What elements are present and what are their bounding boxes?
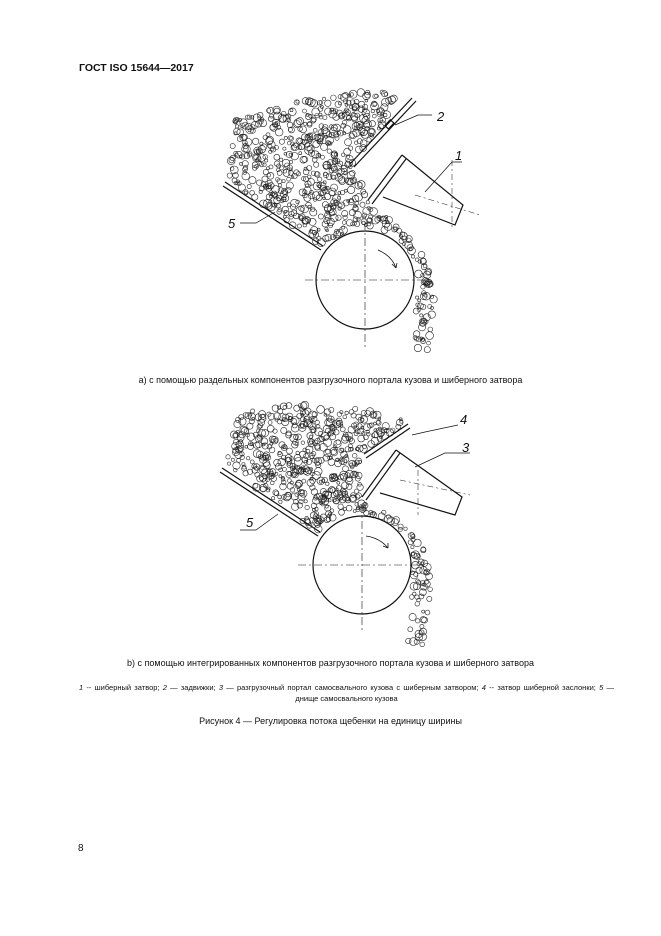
figure-b — [0, 398, 661, 648]
gravel-pebble — [270, 481, 274, 485]
gravel-pebble — [304, 122, 307, 125]
gravel-pebble — [427, 341, 431, 345]
gravel-pebble — [251, 122, 258, 129]
gravel-pebble — [267, 425, 274, 432]
gravel-pebble — [396, 424, 401, 429]
gravel-pebble — [274, 161, 279, 166]
gravel-pebble — [342, 120, 347, 125]
gravel-pebble — [355, 201, 359, 205]
gravel-pebble — [323, 116, 327, 120]
gravel-pebble — [287, 483, 293, 489]
gravel-pebble — [287, 177, 291, 181]
gravel-pebble — [242, 161, 248, 167]
gravel-pebble — [318, 177, 322, 181]
gravel-pebble — [294, 100, 299, 105]
gravel-pebble — [279, 475, 282, 478]
gravel-pebble — [306, 202, 312, 208]
document-header: ГОСТ ISO 15644—2017 — [79, 62, 194, 74]
gravel-pebble — [279, 500, 282, 503]
gravel-pebble — [420, 314, 423, 317]
gravel-pebble — [260, 477, 264, 481]
gravel-pebble — [327, 149, 331, 153]
gravel-pebble — [411, 546, 414, 549]
gravel-pebble — [286, 151, 293, 158]
gravel-pebble — [355, 222, 360, 227]
gravel-pebble — [318, 214, 323, 219]
gravel-pebble — [274, 459, 281, 466]
gravel-pebble — [374, 429, 377, 432]
gravel-pebble — [294, 119, 302, 127]
gravel-pebble — [258, 154, 266, 162]
gravel-pebble — [356, 472, 363, 479]
label-3: 3 — [462, 440, 470, 455]
gravel-pebble — [424, 347, 430, 353]
gravel-pebble — [346, 505, 352, 511]
gravel-pebble — [377, 108, 384, 115]
label-1: 1 — [455, 148, 463, 163]
legend-num-3: 3 — [218, 683, 223, 692]
gravel-pebble — [322, 221, 328, 227]
gravel-pebble — [361, 191, 367, 197]
gravel-pebble — [287, 448, 293, 454]
gravel-pebble — [352, 195, 359, 202]
gravel-pebble — [371, 434, 374, 437]
gravel-pebble — [227, 173, 232, 178]
gravel-pebble — [282, 467, 286, 471]
gravel-pebble — [352, 116, 358, 122]
gravel-pebble — [409, 613, 416, 620]
gravel-pebble — [235, 125, 238, 128]
gravel-pebble — [363, 92, 370, 99]
gravel-pebble — [384, 113, 387, 116]
gravel-pebble — [257, 112, 263, 118]
gravel-pebble — [305, 505, 309, 509]
gravel-pebble — [307, 166, 312, 171]
gravel-pebble — [303, 177, 308, 182]
gravel-pebble — [278, 184, 281, 187]
gravel-pebble — [296, 207, 304, 215]
gravel-pebble — [410, 582, 418, 590]
gravel-pebble — [409, 638, 417, 646]
gravel-pebble — [337, 412, 342, 417]
figure-b-caption: b) с помощью интегрированных компонентов разгрузочного портала кузова и шиберного затвора — [127, 658, 534, 668]
gravel-pebble — [284, 492, 292, 500]
gravel-pebble — [284, 136, 287, 139]
gravel-pebble — [361, 410, 366, 415]
gravel-pebble — [336, 215, 341, 220]
gravel-pebble — [416, 619, 420, 623]
gravel-pebble — [331, 95, 337, 101]
gravel-pebble — [268, 421, 272, 425]
gravel-pebble — [302, 479, 306, 483]
gravel-pebble — [328, 459, 335, 466]
gravel-pebble — [289, 153, 292, 156]
gravel-pebble — [253, 138, 259, 144]
gravel-pebble — [268, 116, 273, 121]
gravel-pebble — [272, 497, 275, 500]
gravel-pebble — [418, 251, 425, 258]
gravel-pebble — [317, 406, 325, 414]
label-4: 4 — [460, 412, 468, 427]
gravel-pebble — [334, 430, 339, 435]
gravel-pebble — [304, 500, 307, 503]
gravel-pebble — [335, 136, 339, 140]
gravel-pebble — [244, 429, 249, 434]
gravel-pebble — [281, 427, 287, 433]
gravel-pebble — [286, 182, 293, 189]
gravel-pebble — [273, 490, 279, 496]
gravel-pebble — [279, 158, 282, 161]
gravel-pebble — [278, 409, 283, 414]
gravel-pebble — [326, 449, 331, 454]
gravel-pebble — [310, 435, 313, 438]
gravel-pebble — [278, 495, 282, 499]
gravel-pebble — [226, 455, 230, 459]
gravel-pebble — [247, 423, 253, 429]
gravel-pebble — [303, 169, 309, 175]
gravel-pebble — [301, 441, 305, 445]
gravel-pebble — [300, 126, 307, 133]
gravel-pebble — [414, 344, 421, 351]
gravel-pebble — [313, 128, 317, 132]
legend-text-4: -- затвор шиберной заслонки; — [485, 683, 600, 692]
gravel-pebble — [420, 628, 427, 635]
gravel-pebble — [426, 269, 431, 274]
legend-text-3: — разгрузочный портал самосвального кузова с шиберным затвором; — [223, 683, 482, 692]
gravel-pebble — [382, 510, 386, 514]
gravel-pebble — [372, 114, 376, 118]
gravel-pebble — [336, 440, 341, 445]
label-2: 2 — [437, 109, 445, 124]
gravel-pebble — [331, 184, 338, 191]
legend-num-4: 4 — [481, 683, 486, 692]
gravel-pebble — [364, 510, 369, 515]
gravel-pebble — [324, 193, 330, 199]
gravel-pebble — [358, 183, 362, 187]
gravel-pebble — [306, 114, 312, 120]
gravel-pebble — [416, 296, 419, 299]
gravel-pebble — [357, 139, 362, 144]
gravel-pebble — [336, 486, 341, 491]
gravel-pebble — [317, 477, 325, 485]
gravel-pebble — [325, 505, 331, 511]
legend-text-5: — днище самосвального кузова — [295, 683, 615, 703]
gravel-pebble — [411, 255, 414, 258]
gravel-pebble — [304, 187, 311, 194]
gravel-pebble — [319, 115, 323, 119]
gravel-pebble — [341, 123, 346, 128]
gravel-pebble — [415, 602, 420, 607]
figure-title: Рисунок 4 — Регулировка потока щебенки на единицу ширины — [199, 716, 462, 726]
gravel-pebble — [419, 324, 426, 331]
gravel-pebble — [228, 462, 231, 465]
gravel-pebble — [281, 188, 287, 194]
gravel-pebble — [423, 264, 427, 268]
gravel-pebble — [364, 424, 371, 431]
gravel-pebble — [342, 153, 345, 156]
gravel-pebble — [414, 572, 418, 576]
gravel-pebble — [321, 155, 325, 159]
gravel-pebble — [329, 190, 335, 196]
gravel-pebble — [288, 479, 292, 483]
gravel-pebble — [282, 206, 288, 212]
label-5: 5 — [228, 216, 236, 231]
gravel-pebble — [277, 168, 281, 172]
gravel-pebble — [343, 126, 351, 134]
gravel-pebble — [253, 483, 258, 488]
gravel-pebble — [342, 482, 349, 489]
gravel-pebble — [266, 489, 269, 492]
gravel-pebble — [242, 172, 250, 180]
gravel-pebble — [366, 201, 369, 204]
gravel-pebble — [408, 540, 413, 545]
gravel-pebble — [418, 299, 421, 302]
gravel-pebble — [286, 493, 290, 497]
gravel-pebble — [299, 216, 302, 219]
gravel-pebble — [269, 165, 273, 169]
gravel-pebble — [410, 595, 415, 600]
gravel-pebble — [340, 427, 345, 432]
gravel-pebble — [353, 510, 356, 513]
gravel-pebble — [376, 420, 381, 425]
gravel-pebble — [340, 93, 348, 101]
gravel-pebble — [344, 189, 347, 192]
gravel-pebble — [362, 213, 367, 218]
gravel-pebble — [315, 420, 319, 424]
gravel-pebble — [426, 332, 434, 340]
gravel-pebble — [348, 146, 352, 150]
gravel-pebble — [351, 413, 356, 418]
gravel-pebble — [294, 405, 300, 411]
label-5: 5 — [246, 515, 254, 530]
gravel-pebble — [326, 136, 334, 144]
gravel-pebble — [296, 118, 303, 125]
gravel-pebble — [315, 172, 319, 176]
gravel-pebble — [310, 100, 317, 107]
gravel-pebble — [346, 220, 353, 227]
gravel-pebble — [248, 129, 251, 132]
gravel-pebble — [311, 428, 316, 433]
gravel-pebble — [419, 594, 424, 599]
gravel-pebble — [282, 180, 285, 183]
gravel-pile — [226, 401, 433, 646]
gravel-pebble — [250, 190, 255, 195]
gravel-pebble — [381, 104, 388, 111]
gravel-pebble — [283, 147, 286, 150]
gravel-pebble — [279, 139, 284, 144]
gravel-pebble — [274, 154, 280, 160]
gravel-pile — [227, 89, 437, 353]
legend-num-5: 5 — [599, 683, 604, 692]
gravel-pebble — [286, 431, 291, 436]
gravel-pebble — [299, 152, 302, 155]
gravel-pebble — [345, 139, 352, 146]
gravel-pebble — [250, 460, 254, 464]
gravel-pebble — [247, 457, 250, 460]
gravel-pebble — [428, 587, 433, 592]
gravel-pebble — [269, 447, 275, 453]
gravel-pebble — [231, 458, 234, 461]
gravel-pebble — [317, 228, 320, 231]
gravel-pebble — [343, 215, 347, 219]
gravel-pebble — [352, 453, 357, 458]
gravel-pebble — [248, 444, 254, 450]
gravel-pebble — [244, 191, 247, 194]
gravel-pebble — [360, 202, 365, 207]
gravel-pebble — [428, 327, 433, 332]
gravel-pebble — [357, 484, 363, 490]
gravel-pebble — [304, 454, 309, 459]
gravel-pebble — [343, 415, 347, 419]
gravel-pebble — [420, 642, 425, 647]
gravel-pebble — [342, 221, 346, 225]
legend-num-1: 1 — [79, 683, 84, 692]
gravel-pebble — [310, 478, 316, 484]
gravel-pebble — [339, 509, 345, 515]
gravel-pebble — [362, 109, 370, 117]
gravel-pebble — [233, 462, 240, 469]
gravel-pebble — [425, 610, 430, 615]
gravel-pebble — [283, 215, 286, 218]
gravel-pebble — [290, 109, 293, 112]
gravel-pebble — [251, 409, 255, 413]
gravel-pebble — [312, 452, 316, 456]
gravel-pebble — [297, 224, 301, 228]
gravel-pebble — [321, 143, 328, 150]
gravel-pebble — [314, 162, 319, 167]
legend-text-2: — задвижки; — [166, 683, 219, 692]
legend — [79, 682, 614, 704]
gravel-pebble — [247, 184, 251, 188]
gravel-pebble — [357, 89, 365, 97]
gravel-pebble — [291, 199, 299, 207]
page-number: 8 — [78, 843, 84, 854]
gravel-pebble — [414, 539, 422, 547]
gravel-pebble — [245, 139, 252, 146]
legend-text-1: -- шиберный затвор; — [83, 683, 163, 692]
gravel-pebble — [356, 493, 361, 498]
gravel-pebble — [253, 450, 261, 458]
gravel-pebble — [408, 627, 413, 632]
gravel-pebble — [324, 435, 329, 440]
figure-a — [0, 80, 661, 370]
legend-num-2: 2 — [162, 683, 167, 692]
gravel-pebble — [319, 124, 324, 129]
gravel-pebble — [238, 184, 245, 191]
gravel-pebble — [351, 179, 356, 184]
gravel-pebble — [360, 129, 367, 136]
rotation-arrow — [366, 536, 388, 548]
gravel-pebble — [274, 197, 281, 204]
gravel-pebble — [302, 109, 306, 113]
gravel-pebble — [322, 97, 325, 100]
gravel-pebble — [338, 504, 343, 509]
gravel-pebble — [325, 100, 331, 106]
gravel-pebble — [230, 143, 235, 148]
gravel-pebble — [420, 624, 424, 628]
gravel-pebble — [347, 186, 354, 193]
gravel-pebble — [337, 481, 340, 484]
gravel-pebble — [249, 177, 256, 184]
gravel-pebble — [427, 596, 432, 601]
gravel-pebble — [422, 610, 425, 613]
gravel-pebble — [335, 101, 341, 107]
gravel-pebble — [404, 527, 407, 530]
gravel-pebble — [323, 235, 329, 241]
figure-a-caption: a) с помощью раздельных компонентов разгрузочного портала кузова и шиберного затвора — [138, 375, 523, 385]
gravel-pebble — [345, 411, 348, 414]
